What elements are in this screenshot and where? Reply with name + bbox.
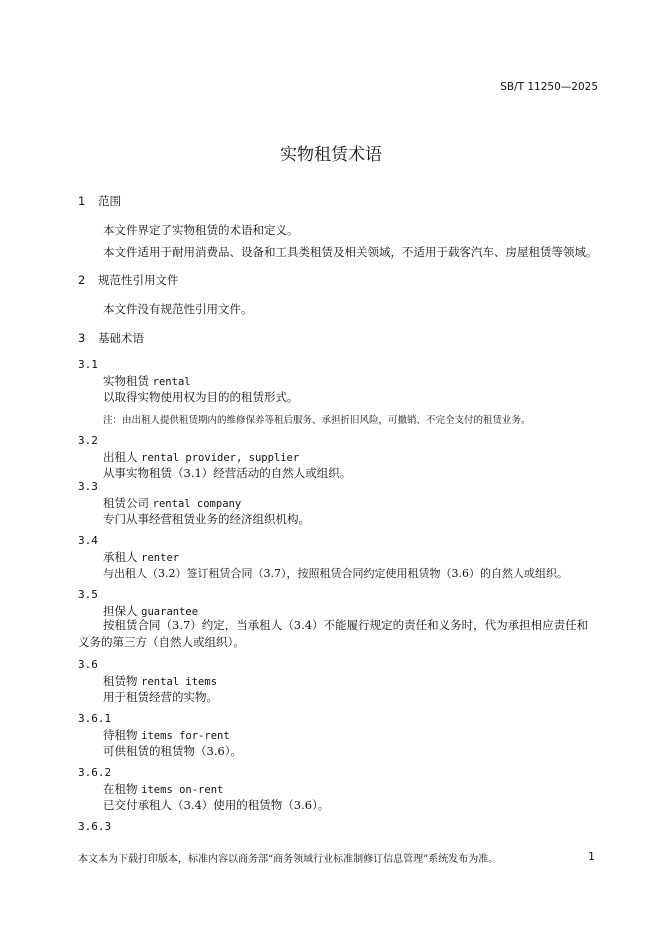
term-definition: 用于租赁经营的实物。 [103,690,218,704]
section-1-paragraph-1: 本文件界定了实物租赁的术语和定义。 [103,223,299,237]
term-note: 注：由出租人提供租赁期内的维修保养等租后服务、承担折旧风险，可撤销、不完全支付的租赁业务。 [103,415,531,426]
term-heading [103,727,230,743]
term-zh: 在租物 [103,782,138,796]
section-number: 2 [78,273,86,287]
term-zh: 承租人 [103,550,138,564]
term-zh: 待租物 [103,728,138,742]
term-number: 3.3 [78,480,98,493]
term-heading [103,549,179,565]
term-number: 3.2 [78,434,98,447]
term-number: 3.6.3 [78,820,112,833]
term-zh: 出租人 [103,450,138,464]
term-en: guarantee [141,606,199,618]
term-definition: 专门从事经营租赁业务的经济组织机构。 [103,512,310,526]
term-definition: 可供租赁的租赁物（3.6）。 [103,744,243,758]
term-heading [103,449,299,465]
section-2-paragraph-1: 本文件没有规范性引用文件。 [103,302,253,316]
term-heading [103,781,223,797]
term-en: items on-rent [141,784,224,796]
term-definition: 从事实物租赁（3.1）经营活动的自然人或组织。 [103,466,352,480]
page-number: 1 [588,850,595,863]
term-zh: 租赁公司 [103,496,149,510]
term-en: renter [141,552,180,564]
section-1-paragraph-2: 本文件适用于耐用消费品、设备和工具类租赁及相关领域，不适用于载客汽车、房屋租赁等领域。 [103,245,598,259]
term-heading [103,495,241,511]
term-zh: 租赁物 [103,674,138,688]
section-1-heading [78,193,121,209]
section-title: 规范性引用文件 [98,273,179,287]
term-number: 3.4 [78,534,98,547]
term-zh: 担保人 [103,604,138,618]
term-zh: 实物租赁 [103,374,149,388]
term-en: items for-rent [141,730,230,742]
term-definition: 以取得实物使用权为目的的租赁形式。 [103,390,299,404]
section-number: 3 [78,331,86,345]
term-number: 3.5 [78,588,98,601]
section-title: 范围 [98,194,121,208]
page-title: 实物租赁术语 [280,145,382,165]
term-heading [103,673,217,689]
term-heading [103,373,191,389]
term-number: 3.1 [78,358,98,371]
term-number: 3.6 [78,658,98,671]
term-en: rental provider, supplier [141,452,300,464]
term-definition: 按租赁合同（3.7）约定，当承租人（3.4）不能履行规定的责任和义务时，代为承担相应责任和义务的第三方（自然人或组织）。 [78,618,589,649]
section-number: 1 [78,194,86,208]
footer-note: 本文本为下载打印版本，标准内容以商务部“商务领域行业标准制修订信息管理”系统发布为准。 [78,854,499,865]
section-2-heading [78,272,179,288]
term-en: rental company [152,498,242,510]
term-number: 3.6.2 [78,766,112,779]
term-number: 3.6.1 [78,712,112,725]
term-en: rental items [141,676,218,688]
term-definition: 与出租人（3.2）签订租赁合同（3.7），按照租赁合同约定使用租赁物（3.6）的自然人或组织。 [103,567,568,580]
section-title: 基础术语 [98,331,144,345]
term-definition: 已交付承租人（3.4）使用的租赁物（3.6）。 [103,798,330,812]
standard-number: SB/T 11250—2025 [500,81,598,93]
section-3-heading [78,330,144,346]
term-en: rental [152,376,191,388]
